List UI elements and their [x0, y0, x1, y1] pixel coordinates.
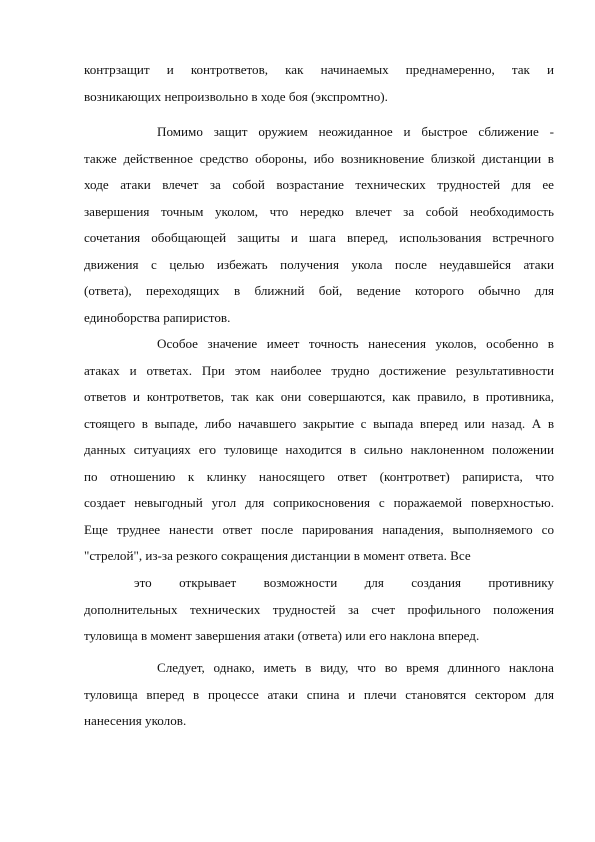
text-line: "стрелой", из-за резкого сокращения дистанции в момент ответа. Все: [84, 548, 471, 563]
text-line: Еще труднее нанести ответ после парирования нападения, выполняемого со: [84, 521, 554, 537]
text-line: контрзащит и контрответов, как начинаемых преднамеренно, так и: [84, 62, 554, 77]
text-line: это открывает возможности для создания противнику: [134, 575, 554, 590]
text-line: (ответа), переходящих в ближний бой, ведение которого обычно для: [84, 283, 554, 298]
paragraph-2: [84, 119, 554, 331]
text-line: сочетания обобщающей защиты и шага вперед, использования встречного: [84, 230, 554, 245]
text-line: туловища в момент завершения атаки (ответа) или его наклона вперед.: [84, 628, 480, 643]
text-line: дополнительных технических трудностей за счет профильного положения: [84, 601, 554, 617]
text-line: по отношению к клинку наносящего ответ (контрответ) рапириста, что: [84, 468, 554, 484]
text-line: ходе атаки влечет за собой возрастание технических трудностей для ее: [84, 177, 554, 192]
paragraph-1: [84, 57, 554, 110]
text-line: нанесения уколов.: [84, 713, 187, 728]
paragraph-3: [84, 331, 554, 570]
text-line: атаках и ответах. При этом наиболее трудно достижение результативности: [84, 362, 554, 378]
text-line: создает невыгодный угол для соприкосновения с поражаемой поверхностью.: [84, 495, 554, 510]
text-line: завершения точным уколом, что нередко влечет за собой необходимость: [84, 203, 554, 219]
text-line: ответов и контрответов, так как они совершаются, как правило, в противника,: [84, 389, 554, 404]
paragraph-5: [84, 655, 554, 735]
text-line: возникающих непроизвольно в ходе боя (экспромтно).: [84, 88, 388, 104]
text-line: единоборства рапиристов.: [84, 309, 231, 325]
text-line: данных ситуациях его туловище находится в сильно наклоненном положении: [84, 442, 554, 457]
text-line: Особое значение имеет точность нанесения уколов, особенно в: [157, 336, 554, 351]
paragraph-4: [84, 570, 554, 650]
text-line: также действенное средство обороны, ибо возникновение близкой дистанции в: [84, 150, 554, 166]
text-line: Помимо защит оружием неожиданное и быстрое сближение -: [157, 124, 554, 139]
text-line: стоящего в выпаде, либо начавшего закрытие с выпада вперед или назад. А в: [84, 415, 554, 431]
text-line: Следует, однако, иметь в виду, что во время длинного наклона: [157, 660, 554, 675]
text-line: туловища вперед в процессе атаки спина и плечи становятся сектором для: [84, 686, 554, 702]
text-line: движения с целью избежать получения укола после неудавшейся атаки: [84, 256, 554, 272]
